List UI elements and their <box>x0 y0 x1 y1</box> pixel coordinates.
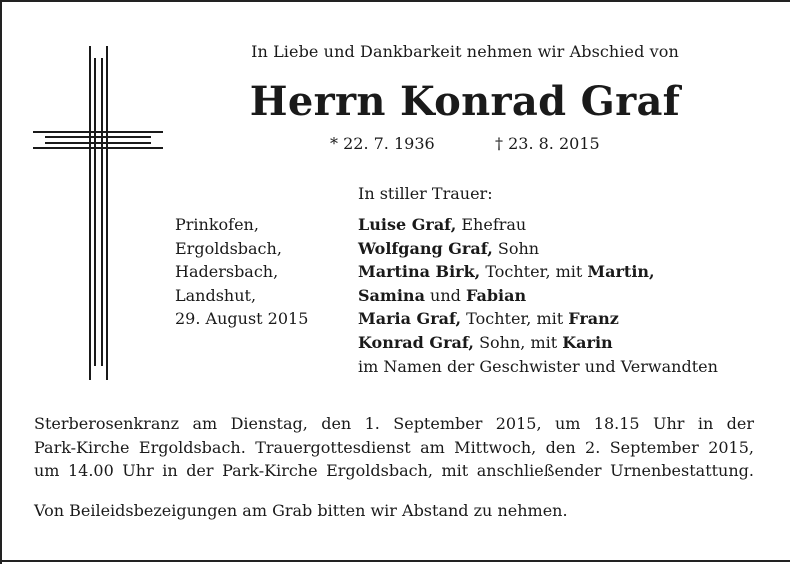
death-date: † 23. 8. 2015 <box>495 134 600 153</box>
deceased-name: Herrn Konrad Graf <box>249 78 681 125</box>
mourner-name: Luise Graf, <box>358 215 457 234</box>
mourner-line <box>358 284 718 308</box>
places-list <box>175 213 308 331</box>
mourner-name: Martina Birk, <box>358 262 481 282</box>
service-line: Park-Kirche Ergoldsbach. Trauergottesdienst am Mittwoch, den 2. September 2015, <box>34 437 754 457</box>
mourner-line <box>358 331 718 355</box>
mourner-line <box>358 260 718 284</box>
mourner-line <box>358 307 718 331</box>
mourner-partner: Karin <box>562 332 613 352</box>
border-bottom <box>0 560 790 562</box>
mourner-relation: und <box>424 285 466 305</box>
mourner-line <box>358 237 718 261</box>
mourner-name: Wolfgang Graf, <box>358 238 493 258</box>
mourner-relation: Ehefrau <box>456 215 527 234</box>
mourner-partner: Martin, <box>587 262 655 282</box>
condolence-note: Von Beileidsbezeigungen am Grab bitten wir Abstand zu nehmen. <box>34 501 568 520</box>
mourner-relation: Sohn, mit <box>473 332 563 352</box>
place-line: Landshut, <box>175 285 257 305</box>
birth-date: * 22. 7. 1936 <box>330 134 435 153</box>
mourner-relation: Tochter, mit <box>461 309 569 329</box>
service-line: um 14.00 Uhr in der Park-Kirche Ergoldsbach, mit anschließender Urnenbestattung. <box>34 461 754 481</box>
mourner-name: Maria Graf, <box>358 309 462 329</box>
service-line: Sterberosenkranz am Dienstag, den 1. September 2015, um 18.15 Uhr in der <box>34 414 754 433</box>
mourner-line-relatives: im Namen der Geschwister und Verwandten <box>358 356 718 376</box>
mourners-list <box>358 213 718 378</box>
border-left <box>0 0 2 564</box>
mourner-name: Samina <box>358 285 425 305</box>
border-top <box>0 0 790 2</box>
notice-date: 29. August 2015 <box>175 309 309 329</box>
place-line: Ergoldsbach, <box>175 238 282 258</box>
mourner-partner: Fabian <box>465 285 527 305</box>
mourner-relation: Sohn <box>492 238 540 258</box>
intro-text: In Liebe und Dankbarkeit nehmen wir Abschied von <box>251 42 679 61</box>
service-paragraph <box>34 412 754 483</box>
mourning-heading: In stiller Trauer: <box>358 184 493 203</box>
mourner-relation: Tochter, mit <box>480 262 588 282</box>
place-line: Hadersbach, <box>175 262 279 282</box>
mourner-line <box>358 213 718 237</box>
mourner-name: Konrad Graf, <box>358 332 474 352</box>
cross-icon <box>33 46 163 380</box>
mourner-partner: Franz <box>568 309 619 329</box>
place-line: Prinkofen, <box>175 215 259 234</box>
